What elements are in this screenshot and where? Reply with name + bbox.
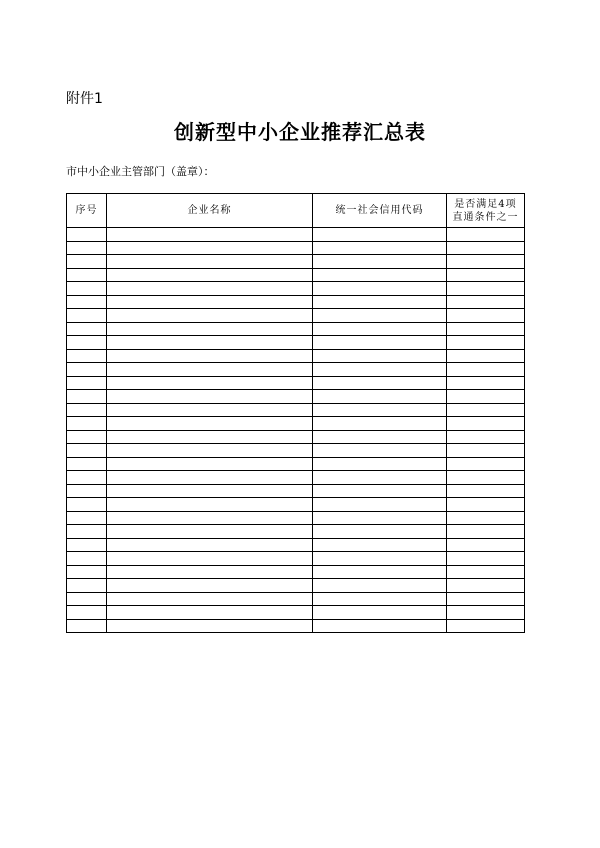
cell-credit-code[interactable] (313, 579, 447, 593)
cell-credit-code[interactable] (313, 538, 447, 552)
cell-meets-conditions[interactable] (447, 592, 525, 606)
cell-credit-code[interactable] (313, 457, 447, 471)
cell-serial[interactable] (67, 417, 107, 431)
cell-serial[interactable] (67, 295, 107, 309)
cell-credit-code[interactable] (313, 417, 447, 431)
cell-company-name[interactable] (107, 444, 313, 458)
table-header-row (67, 194, 525, 228)
cell-credit-code[interactable] (313, 403, 447, 417)
cell-serial[interactable] (67, 255, 107, 269)
cell-credit-code[interactable] (313, 565, 447, 579)
table-row (67, 376, 525, 390)
cell-serial[interactable] (67, 363, 107, 377)
cell-meets-conditions[interactable] (447, 363, 525, 377)
table-row (67, 336, 525, 350)
cell-serial[interactable] (67, 457, 107, 471)
cell-meets-conditions[interactable] (447, 525, 525, 539)
cell-serial[interactable] (67, 484, 107, 498)
cell-company-name[interactable] (107, 417, 313, 431)
cell-company-name[interactable] (107, 565, 313, 579)
cell-meets-conditions[interactable] (447, 322, 525, 336)
cell-meets-conditions[interactable] (447, 430, 525, 444)
cell-meets-conditions[interactable] (447, 241, 525, 255)
cell-serial[interactable] (67, 390, 107, 404)
cell-meets-conditions[interactable] (447, 606, 525, 620)
cell-serial[interactable] (67, 228, 107, 242)
cell-meets-conditions[interactable] (447, 457, 525, 471)
table-row (67, 484, 525, 498)
table-row (67, 255, 525, 269)
table-row (67, 390, 525, 404)
table-row (67, 471, 525, 485)
cell-meets-conditions[interactable] (447, 444, 525, 458)
summary-table (66, 193, 525, 633)
cell-meets-conditions[interactable] (447, 295, 525, 309)
table-body (67, 228, 525, 633)
cell-meets-conditions[interactable] (447, 268, 525, 282)
cell-company-name[interactable] (107, 592, 313, 606)
header-credit-code: 统一社会信用代码 (313, 194, 447, 228)
cell-company-name[interactable] (107, 309, 313, 323)
cell-credit-code[interactable] (313, 606, 447, 620)
cell-company-name[interactable] (107, 255, 313, 269)
cell-serial[interactable] (67, 322, 107, 336)
cell-company-name[interactable] (107, 606, 313, 620)
cell-credit-code[interactable] (313, 511, 447, 525)
cell-meets-conditions[interactable] (447, 228, 525, 242)
cell-meets-conditions[interactable] (447, 619, 525, 633)
cell-serial[interactable] (67, 241, 107, 255)
cell-company-name[interactable] (107, 228, 313, 242)
table-row (67, 444, 525, 458)
header-company-name: 企业名称 (107, 194, 313, 228)
cell-meets-conditions[interactable] (447, 336, 525, 350)
cell-company-name[interactable] (107, 268, 313, 282)
cell-serial[interactable] (67, 498, 107, 512)
cell-serial[interactable] (67, 579, 107, 593)
cell-company-name[interactable] (107, 538, 313, 552)
page-title: 创新型中小企业推荐汇总表 (174, 120, 426, 144)
cell-serial[interactable] (67, 511, 107, 525)
attachment-label: 附件1 (66, 91, 103, 107)
cell-company-name[interactable] (107, 579, 313, 593)
cell-credit-code[interactable] (313, 430, 447, 444)
table-row (67, 606, 525, 620)
cell-serial[interactable] (67, 538, 107, 552)
cell-company-name[interactable] (107, 295, 313, 309)
cell-company-name[interactable] (107, 282, 313, 296)
cell-meets-conditions[interactable] (447, 390, 525, 404)
cell-credit-code[interactable] (313, 268, 447, 282)
cell-meets-conditions[interactable] (447, 349, 525, 363)
cell-credit-code[interactable] (313, 228, 447, 242)
cell-company-name[interactable] (107, 430, 313, 444)
cell-meets-conditions[interactable] (447, 498, 525, 512)
cell-credit-code[interactable] (313, 322, 447, 336)
cell-company-name[interactable] (107, 241, 313, 255)
cell-company-name[interactable] (107, 390, 313, 404)
cell-credit-code[interactable] (313, 349, 447, 363)
cell-meets-conditions[interactable] (447, 552, 525, 566)
cell-company-name[interactable] (107, 349, 313, 363)
cell-company-name[interactable] (107, 484, 313, 498)
table-row (67, 498, 525, 512)
cell-serial[interactable] (67, 606, 107, 620)
table-row (67, 552, 525, 566)
cell-meets-conditions[interactable] (447, 309, 525, 323)
cell-credit-code[interactable] (313, 484, 447, 498)
cell-meets-conditions[interactable] (447, 538, 525, 552)
cell-credit-code[interactable] (313, 336, 447, 350)
cell-meets-conditions[interactable] (447, 417, 525, 431)
cell-serial[interactable] (67, 592, 107, 606)
header-meets-conditions (447, 194, 525, 228)
cell-company-name[interactable] (107, 498, 313, 512)
cell-meets-conditions[interactable] (447, 511, 525, 525)
table-row (67, 525, 525, 539)
cell-serial[interactable] (67, 349, 107, 363)
cell-serial[interactable] (67, 268, 107, 282)
table-row (67, 228, 525, 242)
table-row (67, 417, 525, 431)
cell-credit-code[interactable] (313, 282, 447, 296)
table-row (67, 619, 525, 633)
cell-credit-code[interactable] (313, 592, 447, 606)
cell-credit-code[interactable] (313, 241, 447, 255)
table-row (67, 282, 525, 296)
header-serial: 序号 (67, 194, 107, 228)
header-meets-line1: 是否满足4项 (454, 198, 517, 210)
cell-credit-code[interactable] (313, 376, 447, 390)
cell-company-name[interactable] (107, 403, 313, 417)
table-row (67, 430, 525, 444)
table-row (67, 403, 525, 417)
cell-company-name[interactable] (107, 511, 313, 525)
cell-credit-code[interactable] (313, 498, 447, 512)
cell-company-name[interactable] (107, 457, 313, 471)
cell-credit-code[interactable] (313, 525, 447, 539)
cell-meets-conditions[interactable] (447, 376, 525, 390)
cell-credit-code[interactable] (313, 471, 447, 485)
cell-meets-conditions[interactable] (447, 579, 525, 593)
cell-meets-conditions[interactable] (447, 282, 525, 296)
cell-company-name[interactable] (107, 322, 313, 336)
cell-serial[interactable] (67, 336, 107, 350)
cell-credit-code[interactable] (313, 255, 447, 269)
cell-company-name[interactable] (107, 471, 313, 485)
cell-serial[interactable] (67, 376, 107, 390)
table-row (67, 309, 525, 323)
cell-meets-conditions[interactable] (447, 471, 525, 485)
cell-credit-code[interactable] (313, 295, 447, 309)
table-row (67, 565, 525, 579)
cell-serial[interactable] (67, 552, 107, 566)
cell-credit-code[interactable] (313, 619, 447, 633)
cell-serial[interactable] (67, 444, 107, 458)
cell-serial[interactable] (67, 619, 107, 633)
cell-meets-conditions[interactable] (447, 255, 525, 269)
table-row (67, 295, 525, 309)
cell-serial[interactable] (67, 309, 107, 323)
table-row (67, 268, 525, 282)
table-row (67, 241, 525, 255)
cell-credit-code[interactable] (313, 363, 447, 377)
table-row (67, 538, 525, 552)
cell-serial[interactable] (67, 565, 107, 579)
cell-meets-conditions[interactable] (447, 565, 525, 579)
table-row (67, 349, 525, 363)
cell-serial[interactable] (67, 525, 107, 539)
cell-meets-conditions[interactable] (447, 403, 525, 417)
cell-credit-code[interactable] (313, 309, 447, 323)
cell-company-name[interactable] (107, 525, 313, 539)
table-row (67, 592, 525, 606)
cell-company-name[interactable] (107, 552, 313, 566)
table-row (67, 363, 525, 377)
table-row (67, 579, 525, 593)
cell-meets-conditions[interactable] (447, 484, 525, 498)
cell-serial[interactable] (67, 430, 107, 444)
department-line: 市中小企业主管部门（盖章）： (66, 165, 215, 178)
table-row (67, 457, 525, 471)
header-meets-line2: 直通条件之一 (452, 211, 519, 223)
cell-serial[interactable] (67, 282, 107, 296)
cell-serial[interactable] (67, 403, 107, 417)
table-row (67, 511, 525, 525)
table-row (67, 322, 525, 336)
cell-serial[interactable] (67, 471, 107, 485)
cell-company-name[interactable] (107, 376, 313, 390)
cell-credit-code[interactable] (313, 552, 447, 566)
cell-credit-code[interactable] (313, 390, 447, 404)
cell-company-name[interactable] (107, 619, 313, 633)
cell-credit-code[interactable] (313, 444, 447, 458)
cell-company-name[interactable] (107, 363, 313, 377)
cell-company-name[interactable] (107, 336, 313, 350)
